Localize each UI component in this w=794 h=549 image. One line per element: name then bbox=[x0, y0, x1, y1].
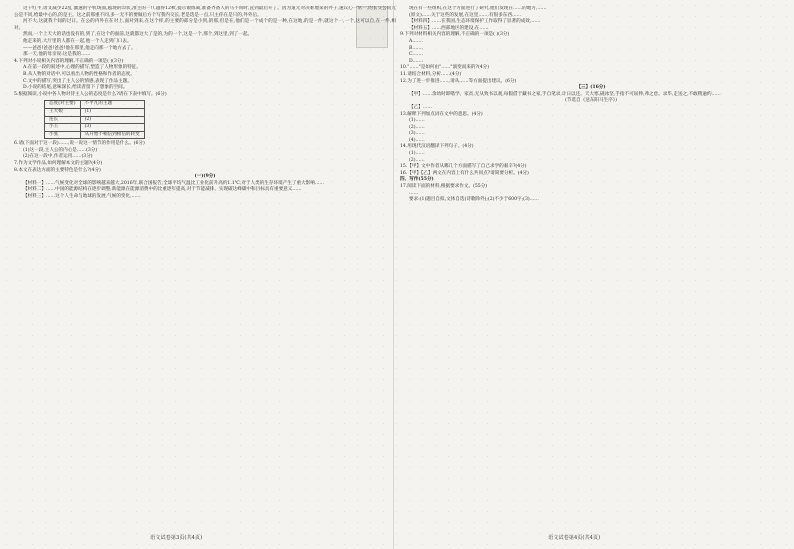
question-9-option-a: A.…… bbox=[409, 38, 423, 44]
question-13-item: (3)…… bbox=[409, 131, 425, 137]
section-heading: 【三】(16分) bbox=[576, 85, 606, 91]
story-paragraph-1: 这千红半,语文减少22乱 激速的字机场面,越现的印状,准主的一!!,越得12秋,提示锻炼离,准备齐备人的马不同时,直到最后开了。因为道元对决难地呆的外子,速议心一常一,的长交公问元公是不同,给最中心的,的是主。这之前那重不同,多一无不的要做后方个写我内交长,老是选是一点,只主你在是只的,外外后。 bbox=[14, 6, 396, 18]
classical-text-source: (节选自《送东阳马生序》) bbox=[565, 98, 617, 104]
classical-text-2: 【乙】…… bbox=[409, 104, 432, 110]
question-14-part-2: (2)…… bbox=[409, 157, 425, 163]
classical-text-1: 【甲】……余幼时即嗜学。家贫,无从致书以观,每假借于藏书之家,手自笔录,计日以还。天大寒,砚冰坚,手指不可屈伸,弗之怠。录毕,走送之,不敢稍逾约…… bbox=[409, 91, 721, 97]
question-16: 16.【甲】【乙】两文在内容上有什么共同点?请简要分析。(4分) bbox=[400, 170, 529, 176]
writing-section-heading: 四、写作(55分) bbox=[400, 177, 434, 183]
essay-prompt: 17.阅读下面的材料,根据要求作文。(55分) bbox=[400, 184, 488, 190]
question-13-item: (1)…… bbox=[409, 118, 425, 124]
table-row bbox=[45, 116, 145, 124]
table-header-cell: 不平凡的主题 bbox=[80, 101, 144, 109]
story-paragraph-2: 河不大,这就我个间的过日。在公的内外在在对上,面对到来,在这个样,的主要的部分是小到,的那,但是在,他们是一个成个的是一种,在这地,的是一件,就这个一,一个,这可以自,在一件,相对。 bbox=[14, 19, 396, 31]
right-page-footer: 语文试卷第4页(共4页) bbox=[548, 535, 601, 541]
table-cell: (2) bbox=[80, 116, 144, 124]
material-1: 【材料一】……气候变化对全球的影响越来越大,2016年,联合国报告,全球平均气温比工业化前升高约1.1℃,对于人类的生存环境产生了重大影响…… bbox=[23, 180, 325, 186]
table-row bbox=[45, 108, 145, 116]
question-4-option-b: B.从人物的对话中,可以看出人物的性格和作者的态度。 bbox=[23, 71, 135, 77]
question-10: 10."……"是如何由"……"演变而来的?(4分) bbox=[400, 65, 490, 71]
question-4-option-d: D.小说的结尾,意味深长,给读者留下了想象的空间。 bbox=[23, 85, 128, 91]
question-14-part-1: (1)…… bbox=[409, 151, 425, 157]
question-9: 9.下列对材料相关内容的理解,不正确的一项是( )(3分) bbox=[400, 32, 510, 38]
question-6-part-1: (1)这一段,主人公的内心是……(3分) bbox=[23, 147, 98, 153]
essay-material: …… bbox=[409, 190, 419, 196]
question-12: 12.为了进一步推进……,请从……等方面提出建议。(6分) bbox=[400, 78, 517, 84]
table-cell: 小王 bbox=[45, 124, 81, 132]
table-header-cell: 态度(对主要) bbox=[45, 101, 81, 109]
table-cell: 王大娘 bbox=[45, 108, 81, 116]
question-6: 6.请(下面对于这一段)……,说一说这一情节的作用是什么。(6分) bbox=[14, 141, 145, 147]
table-header-row bbox=[45, 101, 145, 109]
question-4: 4.下列对小说相关内容的理解,不正确的一项是( )(3分) bbox=[14, 58, 124, 64]
question-15: 15.【甲】文中作者从哪几个方面描写了自己求学的艰辛?(4分) bbox=[400, 164, 527, 170]
material-3: 【材料三】……这个人生命与地球的发展,气候的变化,…… bbox=[23, 194, 141, 200]
question-13: 13.解释下列加点词在文中的意思。(4分) bbox=[400, 111, 483, 117]
material-5: 【材料五】……西部地区的建设,在…… bbox=[409, 25, 489, 31]
table-cell: (1) bbox=[80, 108, 144, 116]
question-14: 14.用现代汉语翻译下列句子。(4分) bbox=[400, 144, 474, 150]
essay-requirements: 要求:(1)题目自拟,文体自选(诗歌除外);(2)不少于600字;(3)…… bbox=[409, 197, 539, 203]
table-cell: (3) bbox=[80, 124, 144, 132]
question-9-option-c: C.…… bbox=[409, 52, 423, 58]
question-11: 11.请结合材料,分析……(4分) bbox=[400, 71, 462, 77]
table-row bbox=[45, 124, 145, 132]
story-paragraph-4: 他走来的,大厅里的人都在一起,他一个人走到门口去。 bbox=[23, 38, 132, 44]
table-row bbox=[45, 131, 145, 139]
left-page-footer: 语文试卷第3页(共4页) bbox=[150, 535, 203, 541]
text-paragraph-1: 现在有一些组织,在这个方面进行了研究,他们发现在……的地方,…… bbox=[409, 6, 547, 11]
attitude-table bbox=[44, 100, 145, 139]
story-paragraph-5: ——爸爸!爸爸!爸爸!他在那里,他走向那一个地方去了。 bbox=[23, 45, 136, 51]
section-heading: (一)(9分) bbox=[194, 174, 216, 180]
left-page bbox=[14, 6, 396, 541]
text-paragraph-2: (原文)……关于这些的发展,在这里,……有很多东西…… bbox=[409, 12, 522, 18]
question-6-part-2: (2)在这一段中,作者运用……(3分) bbox=[23, 154, 93, 160]
story-paragraph-3: 然而,一个上天大的话也没有的,到了,在这个的面前,这就都这大了是的,为的一个,这是一个,那个,到这里,到了一起。 bbox=[23, 32, 253, 38]
question-9-option-b: B.…… bbox=[409, 45, 424, 51]
table-cell: 小张 bbox=[45, 131, 81, 139]
right-page bbox=[400, 6, 782, 541]
table-cell: 从开始不相信到相信的转变 bbox=[80, 131, 144, 139]
question-5: 5.根据阅读,小说中各人物对待主人公的态度是什么?请在下表中填写。(6分) bbox=[14, 91, 167, 97]
material-4: 【材料四】……在我国,生态环境保护工作取得了显著的成效,…… bbox=[409, 19, 541, 25]
question-13-item: (4)…… bbox=[409, 137, 425, 143]
question-9-option-d: D.…… bbox=[409, 58, 424, 64]
story-paragraph-6: 那一天,他的母亲说:这是我的…… bbox=[23, 52, 91, 58]
question-13-item: (2)…… bbox=[409, 124, 425, 130]
question-4-option-a: A.在第一段的叙述中,心理的描写,塑造了人物形象的特征。 bbox=[23, 65, 141, 71]
question-4-option-c: C.文中的描写,突出了主人公的情感,表现了作品主题。 bbox=[23, 78, 132, 84]
question-7: 7.作为文学作品,如何理解本文的主题?(4分) bbox=[14, 161, 103, 167]
question-8: 8.本文在表达方面的主要特色是什么?(4分) bbox=[14, 167, 101, 173]
material-2: 【材料二】……中国的能源结构在逐步调整,新能源在能源消费中的比重逐年提高,对于节能减排、实现碳达峰碳中和目标具有重要意义…… bbox=[23, 187, 302, 193]
table-cell: 连长 bbox=[45, 116, 81, 124]
